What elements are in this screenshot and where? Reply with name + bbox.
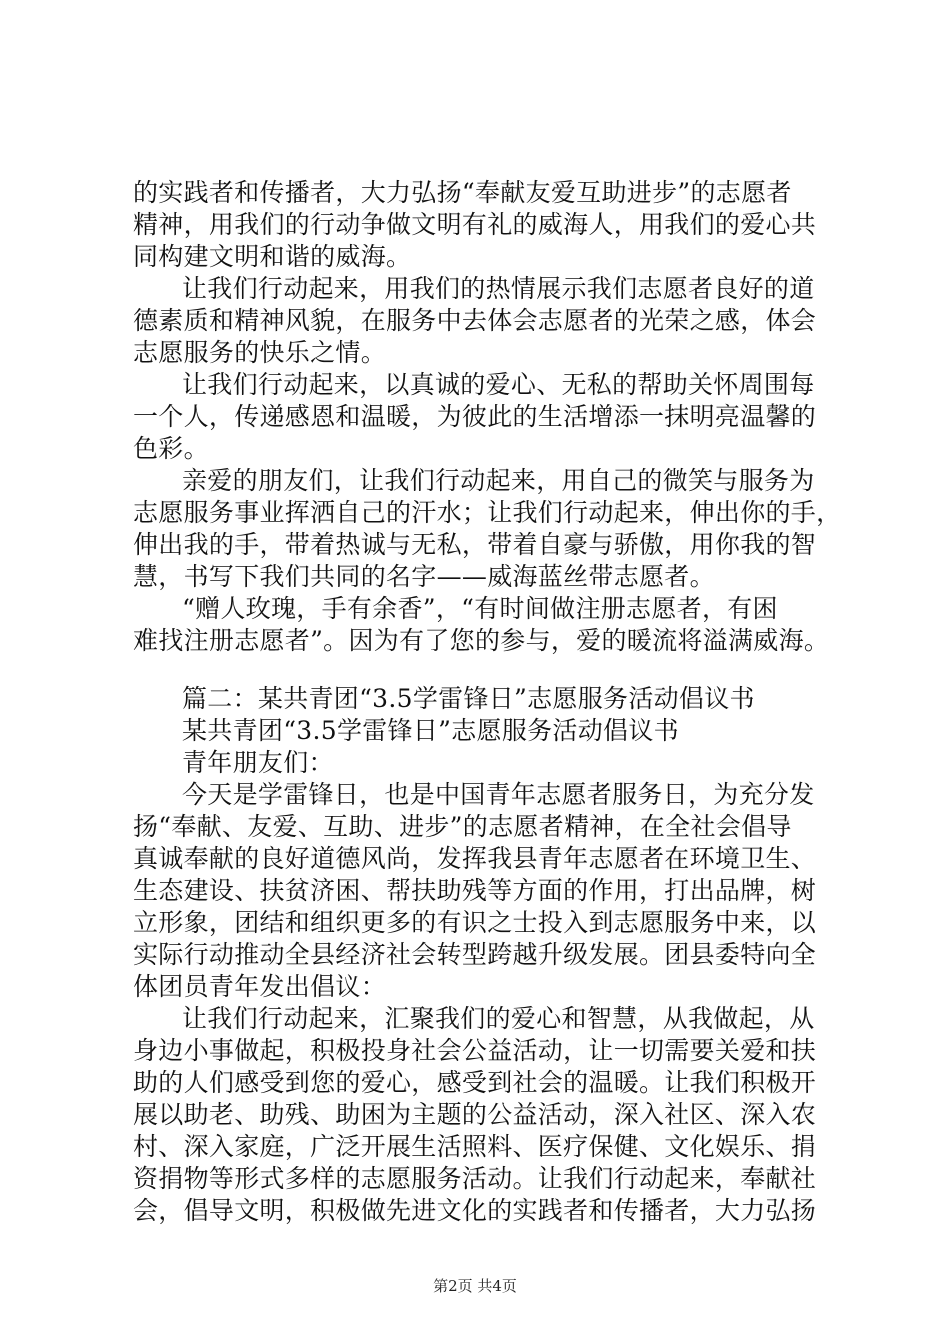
- text-line: 志愿服务事业挥洒自己的汗水；让我们行动起来，伸出你的手，: [133, 498, 842, 527]
- text-line: 让我们行动起来，以真诚的爱心、无私的帮助关怀周围每: [182, 370, 815, 399]
- text-line: 真诚奉献的良好道德风尚，发挥我县青年志愿者在环境卫生、: [133, 844, 817, 873]
- salutation: 青年朋友们：: [182, 748, 334, 777]
- text-line: 难找注册志愿者”。因为有了您的参与，爱的暖流将溢满威海。: [133, 626, 830, 655]
- text-line: 志愿服务的快乐之情。: [133, 338, 387, 367]
- text-line: 让我们行动起来，汇聚我们的爱心和智慧，从我做起，从: [182, 1004, 815, 1033]
- text-line: 助的人们感受到您的爱心，感受到社会的温暖。让我们积极开: [133, 1068, 817, 1097]
- text-line: 德素质和精神风貌，在服务中去体会志愿者的光荣之感，体会: [133, 306, 817, 335]
- text-line: 一个人，传递感恩和温暖，为彼此的生活增添一抹明亮温馨的: [133, 402, 817, 431]
- text-line: 亲爱的朋友们，让我们行动起来，用自己的微笑与服务为: [182, 466, 815, 495]
- text-line: 扬“奉献、友爱、互助、进步”的志愿者精神，在全社会倡导: [133, 812, 792, 841]
- text-line: 色彩。: [133, 434, 209, 463]
- text-line: 精神，用我们的行动争做文明有礼的威海人，用我们的爱心共: [133, 210, 817, 239]
- text-line: 立形象，团结和组织更多的有识之士投入到志愿服务中来，以: [133, 908, 817, 937]
- text-line: 体团员青年发出倡议：: [133, 972, 387, 1001]
- text-line: 村、深入家庭，广泛开展生活照料、医疗保健、文化娱乐、捐: [133, 1132, 817, 1161]
- text-line: 同构建文明和谐的威海。: [133, 242, 412, 271]
- text-line: 展以助老、助残、助困为主题的公益活动，深入社区、深入农: [133, 1100, 817, 1129]
- text-line: 伸出我的手，带着热诚与无私，带着自豪与骄傲，用你我的智: [133, 530, 817, 559]
- text-line: 实际行动推动全县经济社会转型跨越升级发展。团县委特向全: [133, 940, 817, 969]
- text-line: 生态建设、扶贫济困、帮扶助残等方面的作用，打出品牌，树: [133, 876, 817, 905]
- text-line: 资捐物等形式多样的志愿服务活动。让我们行动起来，奉献社: [133, 1164, 817, 1193]
- text-line: 会，倡导文明，积极做先进文化的实践者和传播者，大力弘扬: [133, 1196, 817, 1225]
- text-line: 身边小事做起，积极投身社会公益活动，让一切需要关爱和扶: [133, 1036, 817, 1065]
- text-line: 的实践者和传播者，大力弘扬“奉献友爱互助进步”的志愿者: [133, 178, 792, 207]
- page-number-footer: 第2页 共4页: [433, 1277, 517, 1295]
- text-line: 慧，书写下我们共同的名字——威海蓝丝带志愿者。: [133, 562, 715, 591]
- text-line: 今天是学雷锋日，也是中国青年志愿者服务日，为充分发: [182, 780, 815, 809]
- section-heading: 篇二：某共青团“3.5学雷锋日”志愿服务活动倡议书: [182, 684, 755, 713]
- text-line: 让我们行动起来，用我们的热情展示我们志愿者良好的道: [182, 274, 815, 303]
- text-line: “赠人玫瑰，手有余香”，“有时间做注册志愿者，有困: [182, 594, 778, 623]
- document-title: 某共青团“3.5学雷锋日”志愿服务活动倡议书: [182, 716, 679, 745]
